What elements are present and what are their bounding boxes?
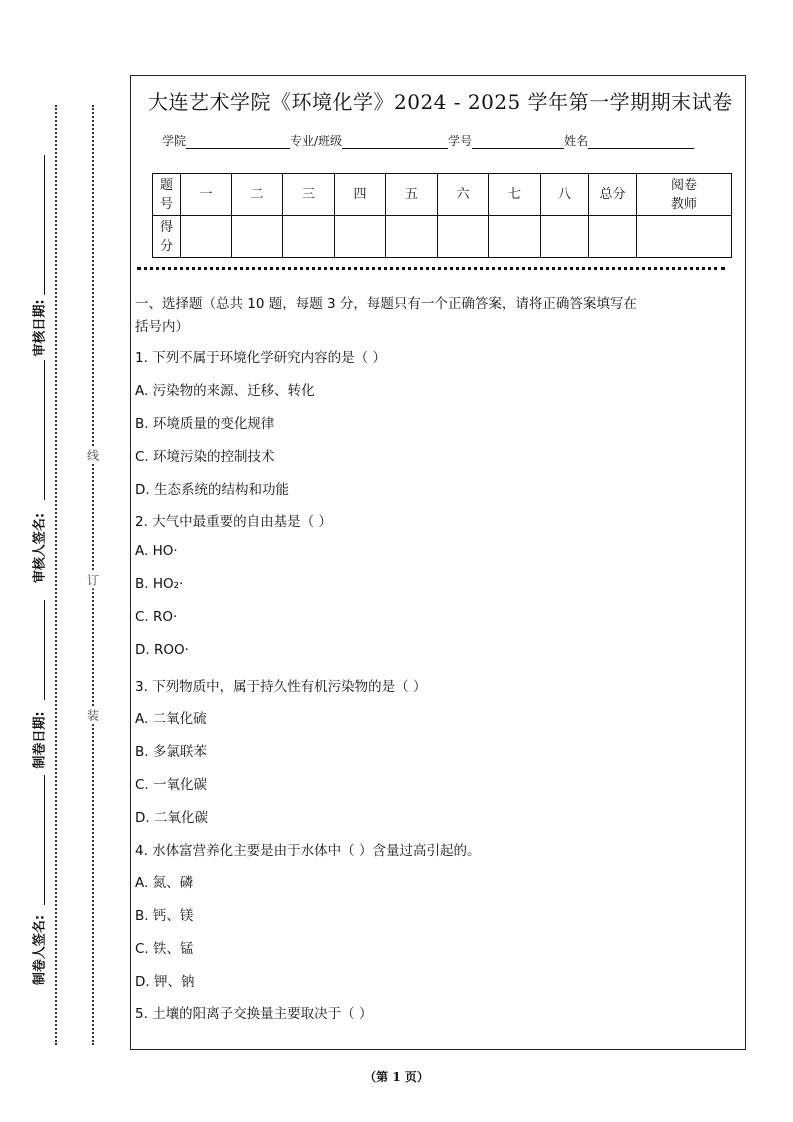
score-cell[interactable] [181, 216, 232, 258]
row-head: 号 [159, 196, 173, 212]
col-head: 一 [181, 174, 232, 216]
reviewer-head: 教师 [670, 196, 697, 212]
reviewer-head: 阅卷 [670, 177, 697, 193]
review-date-line [44, 155, 45, 295]
major-field[interactable] [342, 134, 448, 149]
score-cell[interactable] [335, 216, 386, 258]
name-label: 姓名 [564, 134, 589, 148]
question-line: 一、选择题（总共 10 题，每题 3 分，每题只有一个正确答案，请将正确答案填写在 [135, 296, 637, 312]
question-line: 括号内） [135, 319, 189, 335]
make-sign-label: 制卷人签名: [32, 914, 48, 986]
score-cell[interactable] [637, 216, 732, 258]
row-head: 分 [159, 238, 173, 254]
review-sign-line [44, 360, 45, 500]
bind-char-order: 订 [86, 573, 100, 588]
binding-dotted-line [55, 105, 57, 1045]
col-head: 六 [438, 174, 489, 216]
separator [137, 267, 725, 270]
question-line: C. RO· [135, 609, 178, 625]
name-field[interactable] [588, 134, 694, 149]
bind-char-line: 线 [86, 448, 100, 463]
id-label: 学号 [448, 134, 473, 148]
make-date-line [44, 600, 45, 700]
college-label: 学院 [162, 134, 187, 148]
question-line: 4. 水体富营养化主要是由于水体中（ ）含量过高引起的。 [135, 843, 481, 859]
score-cell[interactable] [283, 216, 335, 258]
score-cell[interactable] [589, 216, 637, 258]
major-label: 专业/班级 [290, 134, 343, 148]
question-line: 2. 大气中最重要的自由基是（ ） [135, 514, 332, 530]
review-date-label: 审核日期: [32, 299, 48, 357]
page-number: （第 1 页） [364, 1070, 429, 1084]
question-line: D. ROO· [135, 642, 189, 658]
score-cell[interactable] [489, 216, 541, 258]
review-sign-label: 审核人签名: [32, 512, 48, 584]
make-sign-line [44, 775, 45, 905]
exam-title: 大连艺术学院《环境化学》2024 - 2025 学年第一学期期末试卷 [148, 90, 733, 114]
question-line: C. 环境污染的控制技术 [135, 449, 275, 465]
col-head: 五 [386, 174, 438, 216]
id-field[interactable] [472, 134, 564, 149]
question-line: A. 污染物的来源、迁移、转化 [135, 383, 315, 399]
question-line: B. HO₂· [135, 576, 184, 592]
col-head: 二 [232, 174, 283, 216]
question-line: A. 氮、磷 [135, 875, 194, 891]
question-line: A. 二氧化硫 [135, 711, 207, 727]
question-line: 5. 土壤的阳离子交换量主要取决于（ ） [135, 1006, 373, 1022]
question-line: B. 环境质量的变化规律 [135, 416, 275, 432]
score-cell[interactable] [541, 216, 589, 258]
question-line: D. 二氧化碳 [135, 810, 208, 826]
make-date-label: 制卷日期: [32, 711, 48, 769]
question-line: 3. 下列物质中，属于持久性有机污染物的是（ ） [135, 679, 427, 695]
question-line: A. HO· [135, 543, 178, 559]
score-cell[interactable] [386, 216, 438, 258]
bind-char-pack: 装 [86, 708, 100, 723]
question-line: D. 生态系统的结构和功能 [135, 482, 289, 498]
col-head: 七 [489, 174, 541, 216]
question-line: C. 铁、锰 [135, 941, 194, 957]
score-cell[interactable] [438, 216, 489, 258]
student-info [162, 132, 694, 149]
col-head: 八 [541, 174, 589, 216]
score-table [152, 173, 732, 258]
row-head: 题 [159, 177, 173, 193]
col-head: 总分 [589, 174, 637, 216]
question-line: D. 钾、钠 [135, 974, 195, 990]
question-line: B. 钙、镁 [135, 908, 194, 924]
question-line: 1. 下列不属于环境化学研究内容的是（ ） [135, 350, 386, 366]
college-field[interactable] [186, 134, 290, 149]
col-head: 四 [335, 174, 386, 216]
col-head: 三 [283, 174, 335, 216]
score-cell[interactable] [232, 216, 283, 258]
row-head: 得 [159, 219, 173, 235]
question-line: C. 一氧化碳 [135, 777, 208, 793]
question-line: B. 多氯联苯 [135, 744, 207, 760]
